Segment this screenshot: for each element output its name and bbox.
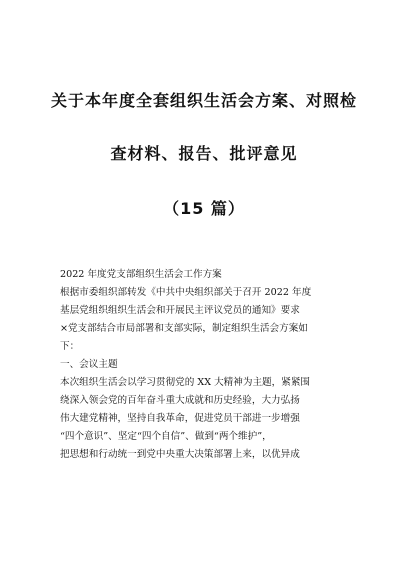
paragraph-line: 下：: [60, 341, 80, 352]
paragraph-line: 根据市委组织部转发《中共中央组织部关于召开 2022 年度: [60, 287, 312, 298]
paragraph-line: ×党支部结合市局部署和支部实际，制定组织生活会方案如: [60, 323, 308, 334]
paragraph-line: 绕深入领会党的百年奋斗重大成就和历史经验，大力弘扬: [60, 395, 300, 406]
document-title-line-2: 查材料、报告、批评意见: [110, 144, 298, 163]
paragraph-line: 伟大建党精神，坚持自我革命，促进党员干部进一步增强: [60, 413, 300, 424]
document-title-line-1: 关于本年度全套组织生活会方案、对照检: [50, 91, 357, 110]
paragraph-line: 把思想和行动统一到党中央重大决策部署上来，以优异成: [60, 449, 300, 460]
paragraph-line: 本次组织生活会以学习贯彻党的 XX 大精神为主题，紧紧围: [60, 377, 311, 388]
subsection-heading: 一、会议主题: [60, 359, 118, 370]
paragraph-line: 基层党组织组织生活会和开展民主评议党员的通知》要求: [60, 305, 300, 316]
document-title-count: （15 篇）: [163, 199, 245, 218]
section-heading: 2022 年度党支部组织生活会工作方案: [60, 269, 222, 280]
paragraph-line: “四个意识”、坚定“四个自信”、做到“两个维护”，: [60, 431, 272, 442]
